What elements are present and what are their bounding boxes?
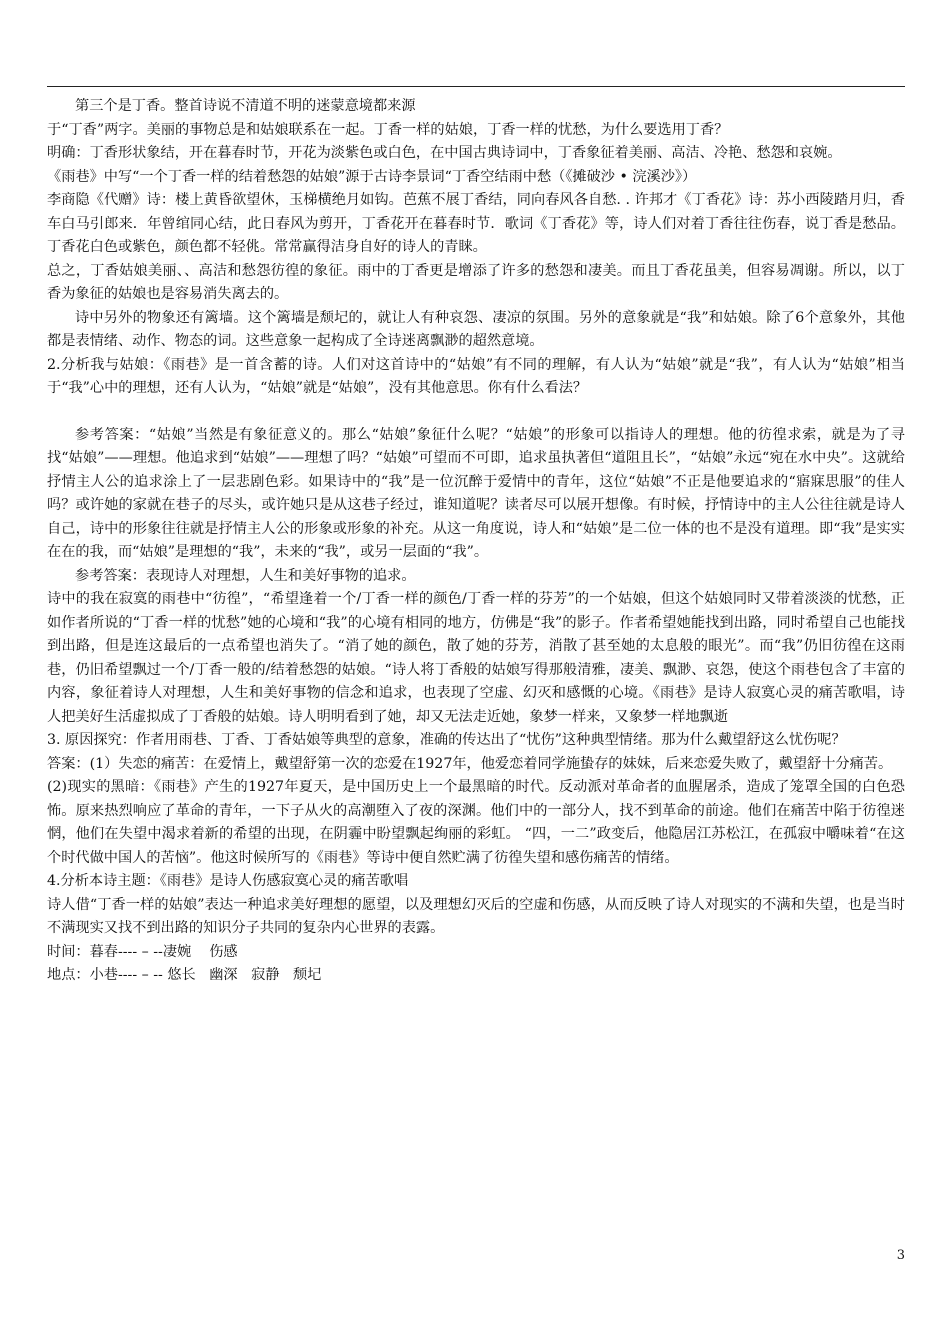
paragraph: 明确：丁香形状象结，开在暮春时节，开花为淡紫色或白色，在中国古典诗词中，丁香象征着美丽、高洁、冷艳、愁怨和哀婉。 xyxy=(47,145,842,161)
paragraph: 于“丁香”两字。美丽的事物总是和姑娘联系在一起。丁香一样的姑娘，丁香一样的忧愁，为什么要选用丁香？ xyxy=(47,121,729,138)
paragraph: 《雨巷》中写“一个丁香一样的结着愁怨的姑娘”源于古诗李景词“丁香空结雨中愁（《摊破沙 • 浣溪沙》） xyxy=(47,168,697,185)
blank-line xyxy=(47,401,905,424)
header-rule xyxy=(47,86,905,87)
paragraph: 李商隐《代赠》诗：楼上黄昏欲望休，玉梯横绝月如钩。芭蕉不展丁香结，同向春风各自愁. . 许邦才《丁香花》诗：苏小西陵踏月归，香车白马引郎来．年曾绾同心结，此日春风为剪开，丁香花开在暮春时节．歌词《丁香花》等，诗人们对着丁香往往伤春，说丁香是愁品。丁香花白色或紫色，颜色都不轻佻。常常赢得洁身自好的诗人的青睐。 xyxy=(47,192,905,255)
paragraph: 第三个是丁香。整首诗说不清道不明的迷蒙意境都来源 xyxy=(75,98,416,114)
paragraph: 总之，丁香姑娘美丽、、高洁和愁怨彷徨的象征。雨中的丁香更是增添了许多的愁怨和凄美。而且丁香花虽美，但容易凋谢。所以，以丁香为象征的姑娘也是容易消失离去的。 xyxy=(47,262,905,302)
question-4: 4.分析本诗主题：《雨巷》是诗人伤感寂寞心灵的痛苦歌唱 xyxy=(47,873,409,889)
question-3: 3. 原因探究：作者用雨巷、丁香、丁香姑娘等典型的意象，准确的传达出了“忧伤”这种典型情绪。那为什么戴望舒这么忧伤呢？ xyxy=(47,732,846,748)
document-body xyxy=(47,95,905,988)
time-line: 时间：暮春---- – --凄婉 伤感 xyxy=(47,943,238,960)
paragraph: (2)现实的黑暗：《雨巷》产生的1927年夏天，是中国历史上一个最黑暗的时代。反动派对革命者的血腥屠杀，造成了笼罩全国的白色恐怖。原来热烈响应了革命的青年，一下子从火的高潮堕入了夜的深渊。他们中的一部分人，找不到革命的前途。他们在痛苦中陷于彷徨迷惘，他们在失望中渴求着新的希望的出现，在阴霾中盼望飘起绚丽的彩虹。 “四，一二”政变后，他隐居江苏松江，在孤寂中嚼味着“在这个时代做中国人的苦恼”。他这时候所写的《雨巷》等诗中便自然贮满了彷徨失望和感伤痛苦的情绪。 xyxy=(47,779,905,866)
answer-paragraph: 参考答案：表现诗人对理想，人生和美好事物的追求。 xyxy=(75,567,416,584)
answer-paragraph: 参考答案：“姑娘”当然是有象征意义的。那么“姑娘”象征什么呢？“姑娘”的形象可以指诗人的理想。他的彷徨求索，就是为了寻找“姑娘”——理想。他追求到“姑娘”——理想了吗？“姑娘”可望而不可即，追求虽执著但“道阻且长”，“姑娘”永远“宛在水中央”。这就给抒情主人公的追求涂上了一层悲剧色彩。如果诗中的“我”是一位沉醉于爱情中的青年，这位“姑娘”不正是他要追求的“寤寐思服”的佳人吗？或许她的家就在巷子的尽头，或许她只是从这巷子经过，谁知道呢？读者尽可以展开想像。有时候，抒情诗中的主人公往往就是诗人自己，诗中的形象往往就是抒情主人公的形象或形象的补充。从这一角度说，诗人和“姑娘”是二位一体的也不是没有道理。即“我”是实实在在的我，而“姑娘”是理想的“我”，未来的“我”，或另一层面的“我”。 xyxy=(47,426,905,560)
page-number: 3 xyxy=(896,1248,905,1263)
paragraph: 诗人借“丁香一样的姑娘”表达一种追求美好理想的愿望，以及理想幻灭后的空虚和伤感，从而反映了诗人对现实的不满和失望，也是当时不满现实又找不到出路的知识分子共同的复杂内心世界的表露。 xyxy=(47,896,905,936)
question-2: 2.分析我与姑娘：《雨巷》是一首含蓄的诗。人们对这首诗中的“姑娘”有不同的理解，有人认为“姑娘”就是“我”，有人认为“姑娘”相当于“我”心中的理想，还有人认为，“姑娘”就是“姑娘”，没有其他意思。你有什么看法？ xyxy=(47,356,905,396)
paragraph: 诗中另外的物象还有篱墙。这个篱墙是颓圮的，就让人有种哀怨、凄凉的氛围。另外的意象就是“我”和姑娘。除了6个意象外，其他都是表情绪、动作、物态的词。这些意象一起构成了全诗迷离飘渺的超然意境。 xyxy=(47,309,905,349)
paragraph: 诗中的我在寂寞的雨巷中“彷徨”，“希望逢着一个/丁香一样的颜色/丁香一样的芬芳”的一个姑娘，但这个姑娘同时又带着淡淡的忧愁，正如作者所说的“丁香一样的忧愁”她的心境和“我”的心境有相同的地方，仿佛是“我”的影子。作者希望她能找到出路，同时希望自己也能找到出路，但是连这最后的一点希望也消失了。“消了她的颜色，散了她的芬芳，消散了甚至她的太息般的眼光”。而“我”仍旧彷徨在这雨巷，仍旧希望飘过一个/丁香一般的/结着愁怨的姑娘。“诗人将丁香般的姑娘写得那般清雅，凄美、飘渺、哀怨，使这个雨巷包含了丰富的内容，象征着诗人对理想，人生和美好事物的信念和追求，也表现了空虚、幻灭和感慨的心境。《雨巷》是诗人寂寞心灵的痛苦歌唱，诗人把美好生活虚拟成了丁香般的姑娘。诗人明明看到了她，却又无法走近她，象梦一样来，又象梦一样地飘逝 xyxy=(47,591,905,725)
place-line: 地点：小巷---- – -- 悠长 幽深 寂静 颓圮 xyxy=(47,967,322,983)
answer-paragraph: 答案：(1）失恋的痛苦：在爱情上，戴望舒第一次的恋爱在1927年，他爱恋着同学施蛰存的妹妹，后来恋爱失败了，戴望舒十分痛苦。 xyxy=(47,755,893,772)
